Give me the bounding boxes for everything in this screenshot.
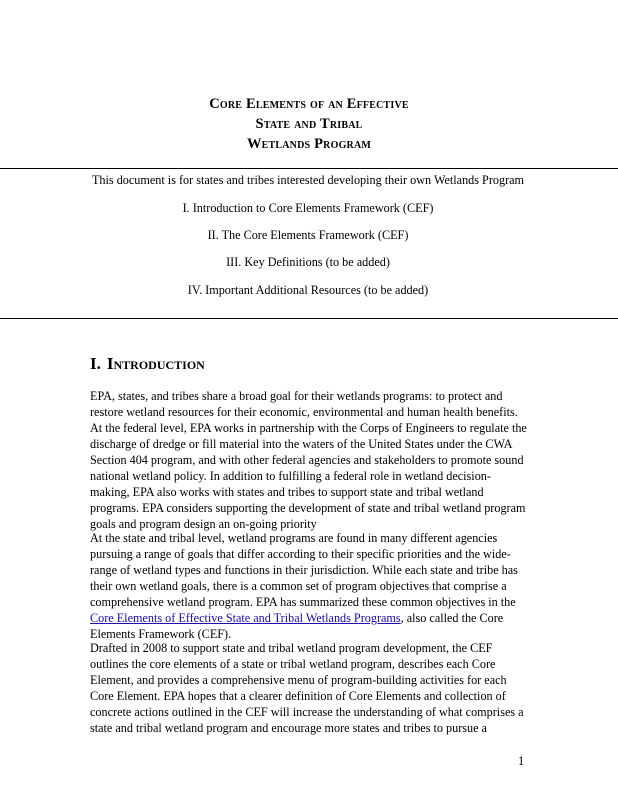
title-line-2: State and Tribal bbox=[255, 116, 363, 132]
paragraph-line: goals and program design an on-going priority bbox=[90, 517, 317, 531]
paragraph-line: making, EPA also works with states and tribes to support state and tribal wetland bbox=[90, 485, 484, 499]
paragraph-line-with-link bbox=[90, 610, 530, 626]
section-number: I. bbox=[90, 354, 101, 373]
paragraph-line: Elements Framework (CEF). bbox=[90, 627, 232, 641]
paragraph-line: comprehensive wetland program. EPA has summarized these common objectives in the bbox=[90, 595, 516, 609]
paragraph-line: concrete actions outlined in the CEF will increase the understanding of what comprises a bbox=[90, 705, 524, 719]
contents-item-4: IV. Important Additional Resources (to be added) bbox=[187, 283, 429, 297]
section-title: Introduction bbox=[106, 354, 205, 373]
paragraph-line: restore wetland resources for their economic, environmental and human health benefits. bbox=[90, 405, 518, 419]
paragraph-line: range of wetland types and functions in their jurisdiction. While each state and tribe has bbox=[90, 563, 518, 577]
paragraph-line: their own wetland goals, there is a common set of program objectives that comprise a bbox=[90, 579, 507, 593]
page-number: 1 bbox=[518, 754, 525, 768]
paragraph-line: national wetland policy. In addition to fulfilling a federal role in wetland decision- bbox=[90, 469, 491, 483]
contents-item-2: II. The Core Elements Framework (CEF) bbox=[207, 228, 409, 242]
paragraph-line: EPA, states, and tribes share a broad goal for their wetlands programs: to protect and bbox=[90, 389, 503, 403]
title-line-1: Core Elements of an Effective bbox=[209, 96, 409, 112]
contents-item-3: III. Key Definitions (to be added) bbox=[226, 255, 390, 269]
paragraph-line: pursuing a range of goals that differ according to their specific priorities and the wide- bbox=[90, 547, 511, 561]
paragraph-line: Core Element. EPA hopes that a clearer definition of Core Elements and collection of bbox=[90, 689, 506, 703]
paragraph-line: discharge of dredge or fill material into the waters of the United States under the CWA bbox=[90, 437, 513, 451]
link-trailing-text: , also called the Core bbox=[400, 611, 504, 625]
paragraph-line: state and tribal wetland program and encourage more states and tribes to pursue a bbox=[90, 721, 487, 735]
paragraph-line: Section 404 program, and with other federal agencies and stakeholders to promote sound bbox=[90, 453, 524, 467]
contents-intro: This document is for states and tribes interested developing their own Wetlands Program bbox=[91, 173, 525, 187]
section-heading bbox=[90, 353, 205, 375]
paragraph-2 bbox=[90, 530, 530, 642]
core-elements-link[interactable]: Core Elements of Effective State and Tribal Wetlands Programs bbox=[90, 611, 401, 625]
title-line-3: Wetlands Program bbox=[246, 136, 372, 152]
paragraph-line: Element, and provides a comprehensive menu of program-building activities for each bbox=[90, 673, 507, 687]
contents-box bbox=[0, 168, 618, 319]
paragraph-line: At the federal level, EPA works in partnership with the Corps of Engineers to regulate the bbox=[90, 421, 527, 435]
contents-item-1: I. Introduction to Core Elements Framework (CEF) bbox=[182, 201, 434, 215]
document-title bbox=[0, 94, 618, 154]
paragraph-1 bbox=[90, 388, 530, 532]
paragraph-line: outlines the core elements of a state or tribal wetland program, describes each Core bbox=[90, 657, 496, 671]
paragraph-line: programs. EPA considers supporting the development of state and tribal wetland program bbox=[90, 501, 526, 515]
paragraph-3 bbox=[90, 640, 530, 736]
paragraph-line: Drafted in 2008 to support state and tribal wetland program development, the CEF bbox=[90, 641, 493, 655]
paragraph-line: At the state and tribal level, wetland programs are found in many different agencies bbox=[90, 531, 498, 545]
